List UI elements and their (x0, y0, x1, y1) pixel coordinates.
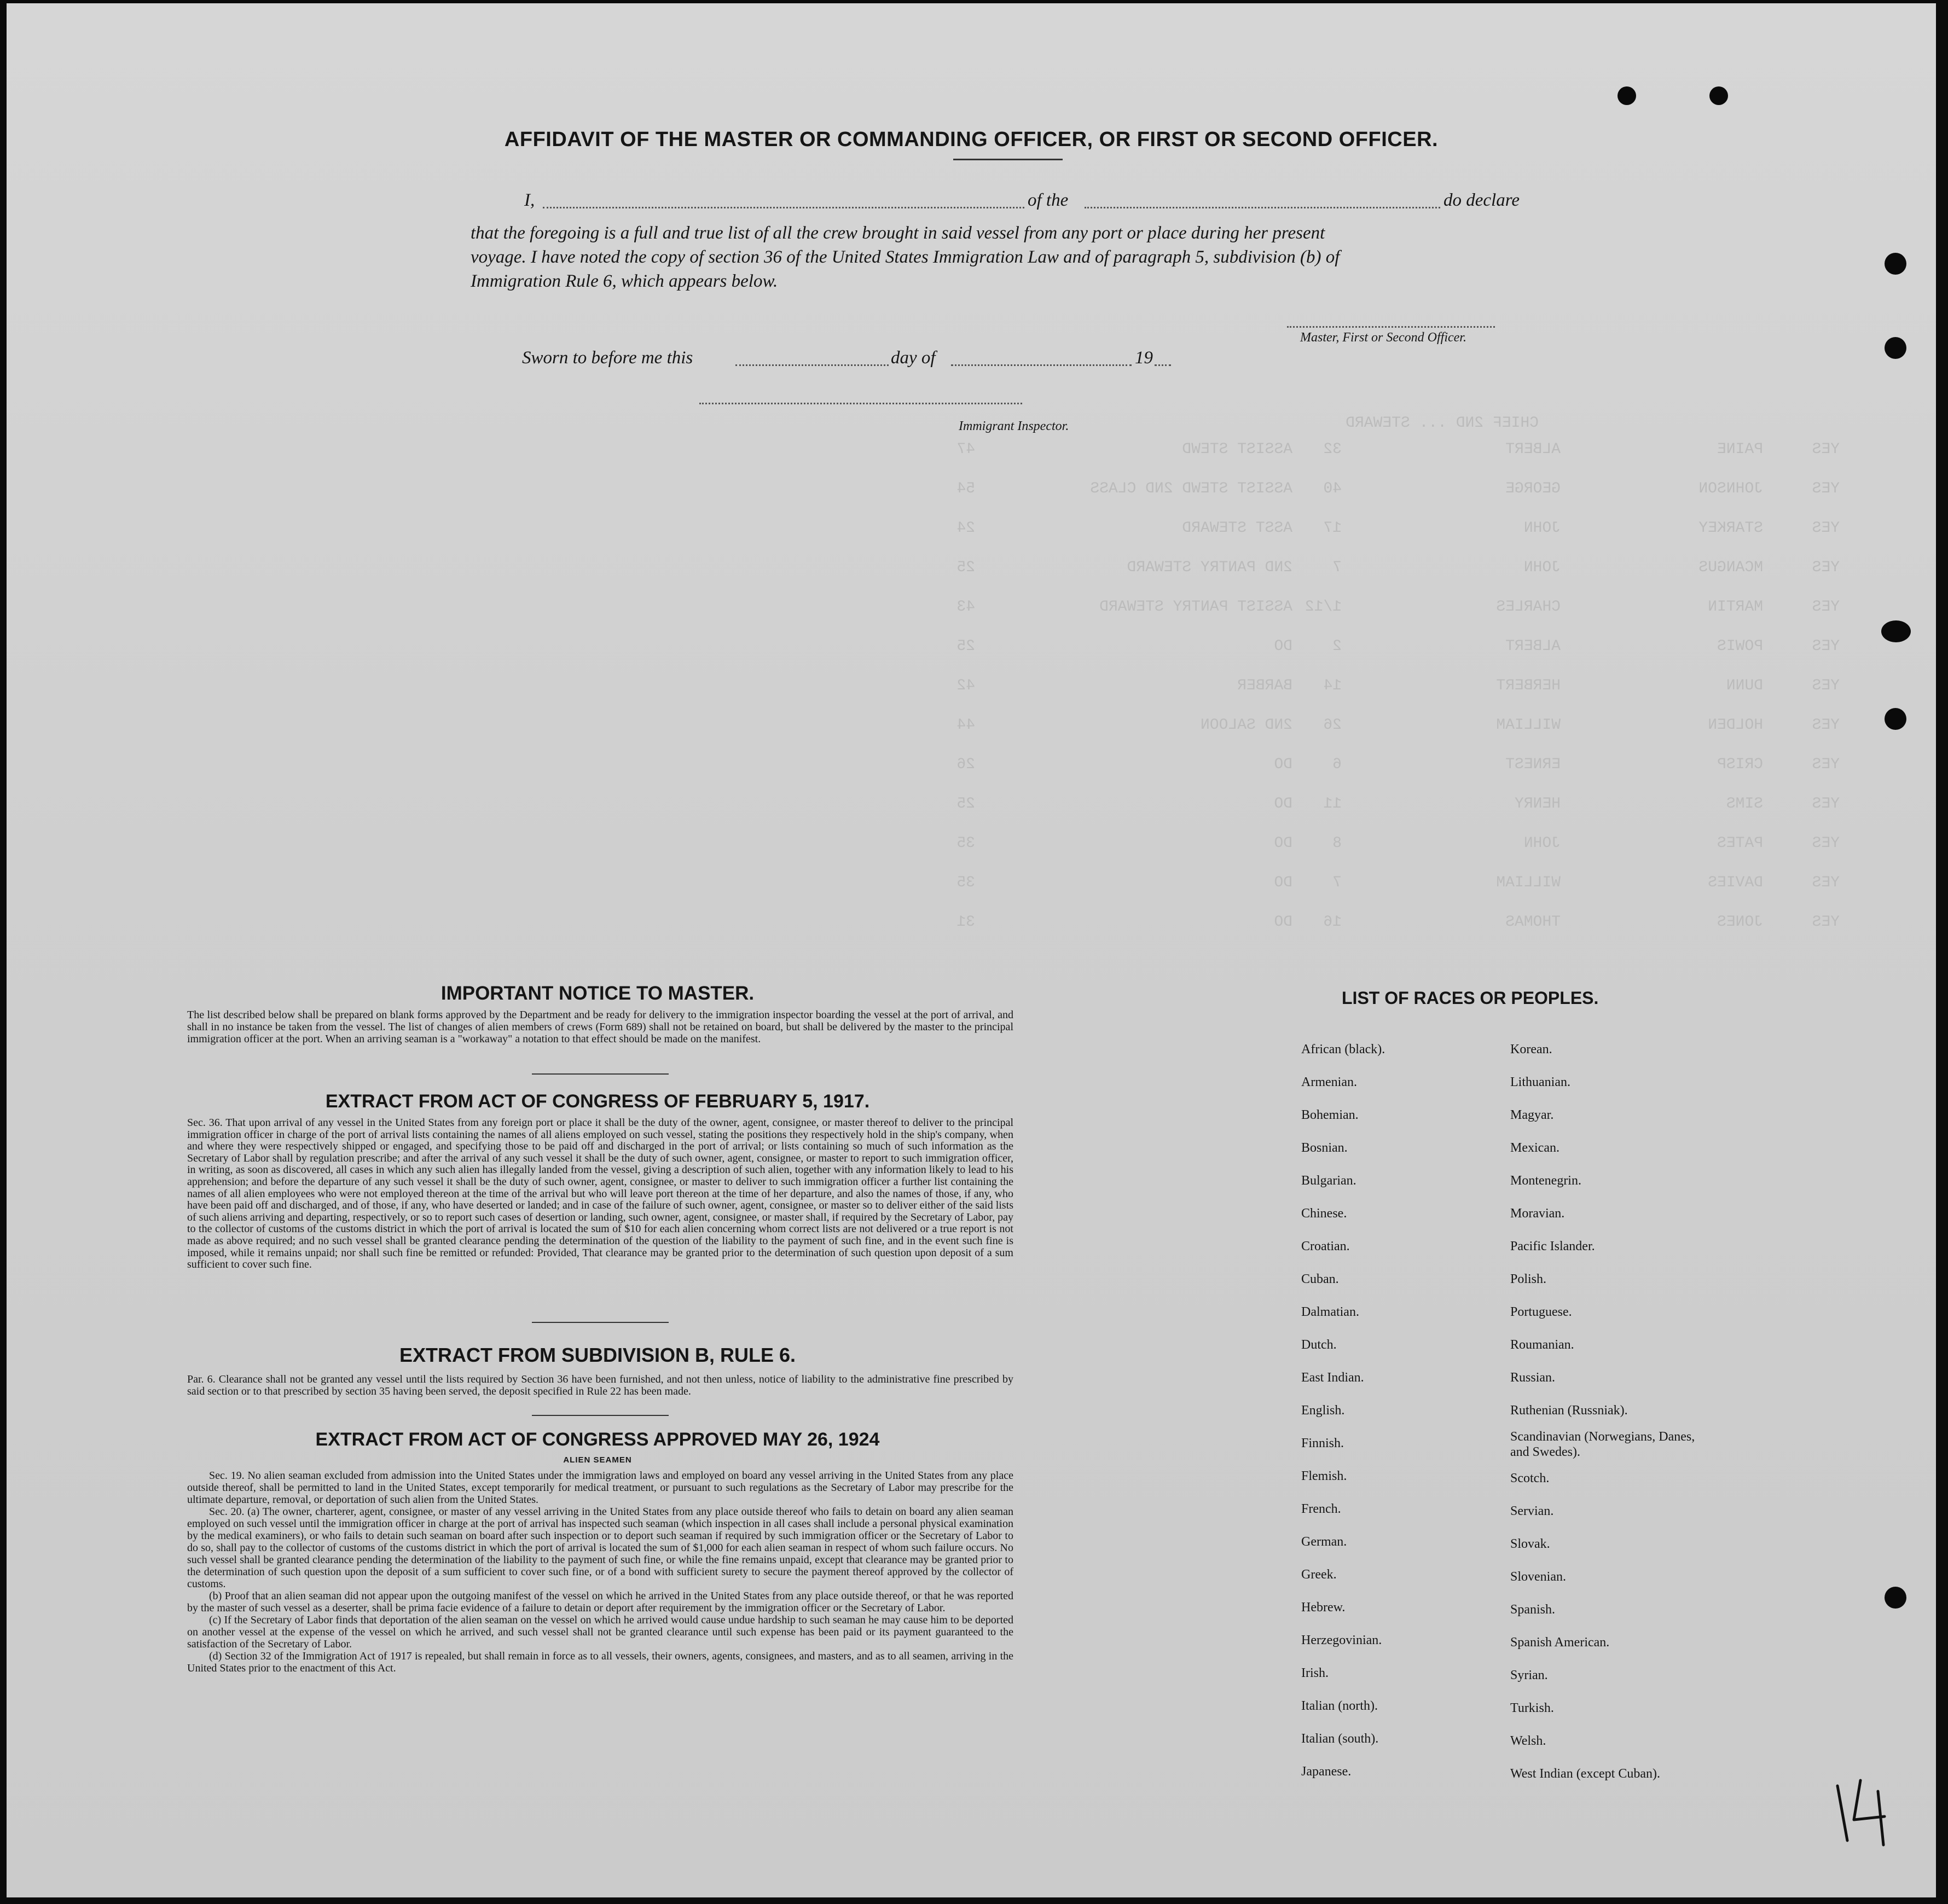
race-item: Armenian. (1301, 1075, 1357, 1089)
race-item: Ruthenian (Russniak). (1510, 1403, 1628, 1418)
sworn-label: Sworn to before me this (522, 348, 693, 368)
day-of-label: day of (891, 348, 936, 368)
extract-1924-paragraph: Sec. 19. No alien seaman excluded from admission into the United States under the immigration laws and employed on board any vessel arriving in the United States from any place outside thereof, shall be permitted to land in the United States, except temporarily for medical treatment, or pursuant to such regulations as the Secretary of Labor may prescribe for the ultimate departure, removal, or deportation of such alien from the United States. (187, 1470, 1013, 1506)
race-item: Chinese. (1301, 1206, 1347, 1221)
bleed-through-cell: JOHNSON (1698, 480, 1763, 497)
races-left-column (1301, 1033, 1498, 1788)
bleed-through-cell: ASST STEWARD (1182, 520, 1292, 537)
bleed-through-cell: JOHN (1523, 520, 1561, 537)
extract-1917-title: EXTRACT FROM ACT OF CONGRESS OF FEBRUARY 5, 1917. (325, 1091, 870, 1112)
bleed-through-cell: 25 (956, 796, 975, 812)
bleed-through-cell: 2ND PANTRY STEWARD (1127, 559, 1292, 576)
year-fill-line (1155, 364, 1171, 366)
race-item: Croatian. (1301, 1239, 1350, 1253)
race-item: Dutch. (1301, 1338, 1337, 1352)
bleed-through-cell: SIMS (1726, 796, 1763, 812)
inspector-signature-line (699, 403, 1022, 404)
extract-1924-paragraph: (c) If the Secretary of Labor finds that deportation of the alien seaman on the vessel on which he arrived would cause undue hardship to such seaman he may cause him to be deported on another vessel at the expense of the vessel on which he arrived, and such vessel shall not be granted clearance until such expense has been paid or its payment guaranteed to the satisfaction of the Secretary of Labor. (187, 1614, 1013, 1650)
race-item: Servian. (1510, 1504, 1554, 1518)
races-right-column (1510, 1033, 1724, 1790)
signature-line (1287, 326, 1495, 328)
extract-rule6-text: Par. 6. Clearance shall not be granted any vessel until the lists required by Section 36 have been furnished, and not then unless, notice of liability to the administrative fine prescribed by said section or to that prescribed by section 35 having been served, the deposit specified in Rule 22 has been made. (187, 1373, 1013, 1397)
bleed-through-cell: STARKEY (1698, 520, 1763, 537)
bleed-through-cell: 25 (956, 638, 975, 655)
race-item: African (black). (1301, 1042, 1385, 1057)
bleed-through-cell: 6 (1332, 756, 1342, 773)
bleed-through-cell: 7 (1332, 874, 1342, 891)
bleed-through-cell: HOLDEN (1708, 717, 1763, 734)
race-item: Irish. (1301, 1666, 1329, 1680)
bleed-through-cell: JOHN (1523, 835, 1561, 852)
bleed-through-cell: 8 (1332, 835, 1342, 852)
section-divider (532, 1322, 669, 1323)
bleed-through-cell: 35 (956, 835, 975, 852)
declaration-line-1: that the foregoing is a full and true list of all the crew brought in said vessel from any port or place during her present (471, 223, 1325, 243)
bleed-through-cell: YES (1812, 677, 1840, 694)
bleed-through-cell: 14 (1323, 677, 1342, 694)
notice-text: The list described below shall be prepared on blank forms approved by the Department and be ready for delivery to the immigration inspector boarding the vessel at the port of arrival, and shall in no instance be taken from the vessel. The list of changes of alien members of crews (Form 689) shall not be retained on board, but shall be delivered by the master to the principal immigration officer at the port. When an arriving seaman is a "workaway" a notation to that effect should be made on the manifest. (187, 1009, 1013, 1045)
bleed-through-cell: DO (1274, 874, 1292, 891)
extract-rule6-title: EXTRACT FROM SUBDIVISION B, RULE 6. (399, 1344, 796, 1366)
bleed-through-cell: 26 (956, 756, 975, 773)
race-item: Herzegovinian. (1301, 1633, 1382, 1647)
i-label: I, (524, 190, 535, 210)
bleed-through-cell: CRISP (1717, 756, 1763, 773)
vessel-fill-line (1085, 207, 1440, 208)
bleed-through-cell: 32 (1323, 441, 1342, 458)
bleed-through-cell: YES (1812, 441, 1840, 458)
of-the-label: of the (1028, 190, 1069, 210)
race-item: Scotch. (1510, 1471, 1550, 1485)
bleed-through-cell: 11 (1323, 796, 1342, 812)
section-divider (532, 1415, 669, 1416)
bleed-through-cell: YES (1812, 914, 1840, 931)
bleed-through-cell: 1/12 (1305, 599, 1342, 616)
section-divider (532, 1073, 669, 1075)
race-item: Lithuanian. (1510, 1075, 1570, 1089)
bleed-through-cell: YES (1812, 796, 1840, 812)
bleed-through-cell: CHARLES (1496, 599, 1561, 616)
race-item: Korean. (1510, 1042, 1552, 1057)
bleed-through-cell: YES (1812, 874, 1840, 891)
bleed-through-cell: DO (1274, 756, 1292, 773)
bleed-through-cell: YES (1812, 480, 1840, 497)
race-item: Roumanian. (1510, 1338, 1574, 1352)
race-item: Slovenian. (1510, 1570, 1566, 1584)
bleed-through-cell: HERBERT (1496, 677, 1561, 694)
bleed-through-cell: JOHN (1523, 559, 1561, 576)
race-item: Portuguese. (1510, 1305, 1572, 1319)
bleed-through-cell: 7 (1332, 559, 1342, 576)
bleed-through-cell: POWIS (1717, 638, 1763, 655)
bleed-through-cell: 44 (956, 717, 975, 734)
signature-caption: Master, First or Second Officer. (1300, 330, 1466, 345)
race-item: Italian (north). (1301, 1699, 1378, 1713)
bleed-through-cell: YES (1812, 520, 1840, 537)
bleed-through-cell: 43 (956, 599, 975, 616)
race-item: Scandinavian (Norwegians, Danes, and Swedes). (1510, 1430, 1695, 1459)
race-item: Bohemian. (1301, 1108, 1359, 1122)
race-item: Pacific Islander. (1510, 1239, 1595, 1253)
binder-hole (1885, 1587, 1906, 1609)
year-label: 19 (1135, 348, 1153, 368)
race-item: Japanese. (1301, 1764, 1352, 1779)
bleed-through-cell: MARTIN (1708, 599, 1763, 616)
bleed-through-cell: 40 (1323, 480, 1342, 497)
bleed-through-cell: 54 (956, 480, 975, 497)
bleed-through-cell: 16 (1323, 914, 1342, 931)
handwritten-page-number (1828, 1769, 1893, 1851)
race-item: Flemish. (1301, 1469, 1347, 1483)
bleed-through-cell: 2ND SALOON (1200, 717, 1292, 734)
sworn-day-line (735, 364, 889, 366)
extract-1924-body (187, 1470, 1013, 1674)
bleed-through-cell: PATES (1717, 835, 1763, 852)
bleed-through-cell: ALBERT (1505, 638, 1561, 655)
bleed-through-cell: YES (1812, 756, 1840, 773)
bleed-through-cell: 35 (956, 874, 975, 891)
bleed-through-cell: 47 (956, 441, 975, 458)
bleed-through-cell: THOMAS (1505, 914, 1561, 931)
bleed-through-cell: 2 (1332, 638, 1342, 655)
bleed-through-cell: DUNN (1726, 677, 1763, 694)
race-item: Polish. (1510, 1272, 1547, 1286)
race-item: Russian. (1510, 1371, 1556, 1385)
bleed-through-cell: ASSIST STEWD (1182, 441, 1292, 458)
bleed-through-cell: DO (1274, 638, 1292, 655)
bleed-through-cell: ASSIST PANTRY STEWARD (1099, 599, 1292, 616)
race-item: Greek. (1301, 1568, 1337, 1582)
bleed-through-cell: YES (1812, 717, 1840, 734)
bleed-through-cell: MCANGUS (1698, 559, 1763, 576)
extract-1924-paragraph: (b) Proof that an alien seaman did not appear upon the outgoing manifest of the vessel on which he arrived in the United States from any place outside thereof, or that he was reported by the master of such vessel as a deserter, shall be prima facie evidence of a failure to detain or deport after requirement by the immigration officer or the Secretary of Labor. (187, 1590, 1013, 1614)
race-item: Slovak. (1510, 1537, 1550, 1551)
title-underline (953, 159, 1063, 160)
bleed-through-cell: DAVIES (1708, 874, 1763, 891)
race-item: English. (1301, 1403, 1345, 1418)
race-item: Turkish. (1510, 1701, 1554, 1715)
extract-1924-subtitle: ALIEN SEAMEN (563, 1455, 632, 1465)
binder-hole (1709, 86, 1728, 105)
races-title: LIST OF RACES OR PEOPLES. (1342, 988, 1599, 1008)
bleed-through-cell: DO (1274, 796, 1292, 812)
bleed-through-cell: BARBER (1237, 677, 1292, 694)
race-item: Moravian. (1510, 1206, 1565, 1221)
inspector-caption: Immigrant Inspector. (959, 419, 1069, 433)
bleed-through-cell: YES (1812, 599, 1840, 616)
race-item: Magyar. (1510, 1108, 1554, 1122)
bleed-through-cell: YES (1812, 835, 1840, 852)
bleed-through-cell: 24 (956, 520, 975, 537)
bleed-through-cell: 31 (956, 914, 975, 931)
bleed-through-cell: ERNEST (1505, 756, 1561, 773)
race-item: Welsh. (1510, 1734, 1546, 1748)
race-item: Cuban. (1301, 1272, 1339, 1286)
binder-hole (1885, 253, 1906, 275)
race-item: Bulgarian. (1301, 1174, 1356, 1188)
bleed-through-cell: WILLIAM (1496, 717, 1561, 734)
bleed-through-cell: GEORGE (1505, 480, 1561, 497)
bleed-through-cell: WILLIAM (1496, 874, 1561, 891)
race-item: Bosnian. (1301, 1141, 1348, 1155)
race-item: Montenegrin. (1510, 1174, 1581, 1188)
bleed-through-crew-list (357, 415, 1845, 973)
binder-hole (1885, 708, 1906, 730)
sworn-month-line (951, 364, 1132, 366)
bleed-through-cell: JONES (1717, 914, 1763, 931)
bleed-through-cell: HENRY (1514, 796, 1561, 812)
binder-hole (1885, 337, 1906, 359)
bleed-through-cell: 42 (956, 677, 975, 694)
bleed-through-cell: 17 (1323, 520, 1342, 537)
name-fill-line (543, 207, 1024, 208)
extract-1917-text: Sec. 36. That upon arrival of any vessel in the United States from any foreign port or place it shall be the duty of the owner, agent, consignee, or master thereof to deliver to the principal immigration officer in charge of the port of arrival lists containing the names of all aliens employed on such vessel, stating the positions they respectively hold in the ship's company, when and where they were respectively shipped or engaged, and specifying those to be paid off and discharged in the port of arrival; or lists containing so much of such information as the Secretary of Labor shall by regulation prescribe; and after the arrival of any such vessel it shall be the duty of such owner, agent, consignee, or master to report to such immigration officer, in writing, as soon as discovered, all cases in which any such alien has illegally landed from the vessel, giving a description of such alien, together with any information likely to lead to his apprehension; and before the departure of any such vessel it shall be the duty of such owner, agent, consignee, or master to deliver to such immigration officer a further list containing the names of all alien employees who were not employed thereon at the time of the arrival but who will leave port thereon at the time of her departure, and also the names of those, if any, who have been paid off and discharged, and of those, if any, who have deserted or landed; and in case of the failure of such owner, agent, consignee, or master so to deliver either of the said lists of such aliens arriving and departing, respectively, or so to report such cases of desertion or landing, such owner, agent, consignee, or master shall, if required by the Secretary of Labor, pay to the collector of customs of the customs district in which the port of arrival is located the sum of $10 for each alien concerning whom correct lists are not delivered or a true report is not made as above required; and no such vessel shall be granted clearance pending the determination of the question of the liability to the payment of such fine, and in the event such fine is imposed, while it remains unpaid; nor shall such fine be remitted or refunded: Provided, That clearance may be granted prior to the determination of such question upon deposit of a sum sufficient to cover such fine. (187, 1117, 1013, 1271)
extract-1924-paragraph: Sec. 20. (a) The owner, charterer, agent, consignee, or master of any vessel arriving in the United States from any place outside thereof who fails to detain on board any alien seaman employed on such vessel until the immigration officer in charge at the port of arrival has inspected such seaman (which inspection in all cases shall include a personal physical examination by the medical examiners), or who fails to detain such seaman on board after such inspection or to deport such seaman if required by such immigration officer or the Secretary of Labor to do so, shall pay to the collector of customs of the customs district in which the port of arrival is located the sum of $1,000 for each alien seaman in respect of whom such failure occurs. No such vessel shall be granted clearance pending the determination of the liability to the payment of such fine, or while the fine remains unpaid, except that clearance may be granted prior to the determination of such question upon the deposit of a sum sufficient to cover such fine, or of a bond with sufficient surety to secure the payment thereof approved by the collector of customs. (187, 1506, 1013, 1590)
do-declare-label: do declare (1443, 190, 1520, 210)
race-item: East Indian. (1301, 1371, 1364, 1385)
bleed-through-header: CHIEF 2ND ... STEWARD (1346, 415, 1539, 432)
bleed-through-cell: ALBERT (1505, 441, 1561, 458)
notice-title: IMPORTANT NOTICE TO MASTER. (440, 983, 755, 1004)
document-page (7, 3, 1936, 1897)
extract-1924-paragraph: (d) Section 32 of the Immigration Act of 1917 is repealed, but shall remain in force as to all vessels, their owners, agents, consignees, and masters, and as to all seamen, arriving in the United States prior to the enactment of this Act. (187, 1650, 1013, 1674)
extract-1924-title: EXTRACT FROM ACT OF CONGRESS APPROVED MAY 26, 1924 (315, 1429, 880, 1450)
race-item: German. (1301, 1535, 1347, 1549)
binder-hole (1617, 86, 1636, 105)
race-item: West Indian (except Cuban). (1510, 1767, 1660, 1781)
bleed-through-cell: ASSIST STEWD 2ND CLASS (1090, 480, 1292, 497)
race-item: Dalmatian. (1301, 1305, 1359, 1319)
bleed-through-cell: YES (1812, 559, 1840, 576)
bleed-through-cell: 25 (956, 559, 975, 576)
binder-hole (1881, 620, 1911, 642)
declaration-line-3: Immigration Rule 6, which appears below. (471, 271, 778, 291)
bleed-through-cell: YES (1812, 638, 1840, 655)
bleed-through-cell: DO (1274, 835, 1292, 852)
bleed-through-cell: PAINE (1717, 441, 1763, 458)
affidavit-title: AFFIDAVIT OF THE MASTER OR COMMANDING OFFICER, OR FIRST OR SECOND OFFICER. (504, 128, 1439, 151)
race-item: Spanish American. (1510, 1635, 1610, 1650)
race-item: Hebrew. (1301, 1600, 1346, 1615)
race-item: Italian (south). (1301, 1732, 1379, 1746)
race-item: Mexican. (1510, 1141, 1559, 1155)
race-item: Spanish. (1510, 1603, 1556, 1617)
bleed-through-cell: 26 (1323, 717, 1342, 734)
race-item: French. (1301, 1502, 1341, 1516)
bleed-through-cell: DO (1274, 914, 1292, 931)
race-item: Syrian. (1510, 1668, 1548, 1682)
race-item: Finnish. (1301, 1436, 1344, 1450)
declaration-line-2: voyage. I have noted the copy of section 36 of the United States Immigration Law and of paragraph 5, subdivision (b) of (471, 247, 1340, 267)
